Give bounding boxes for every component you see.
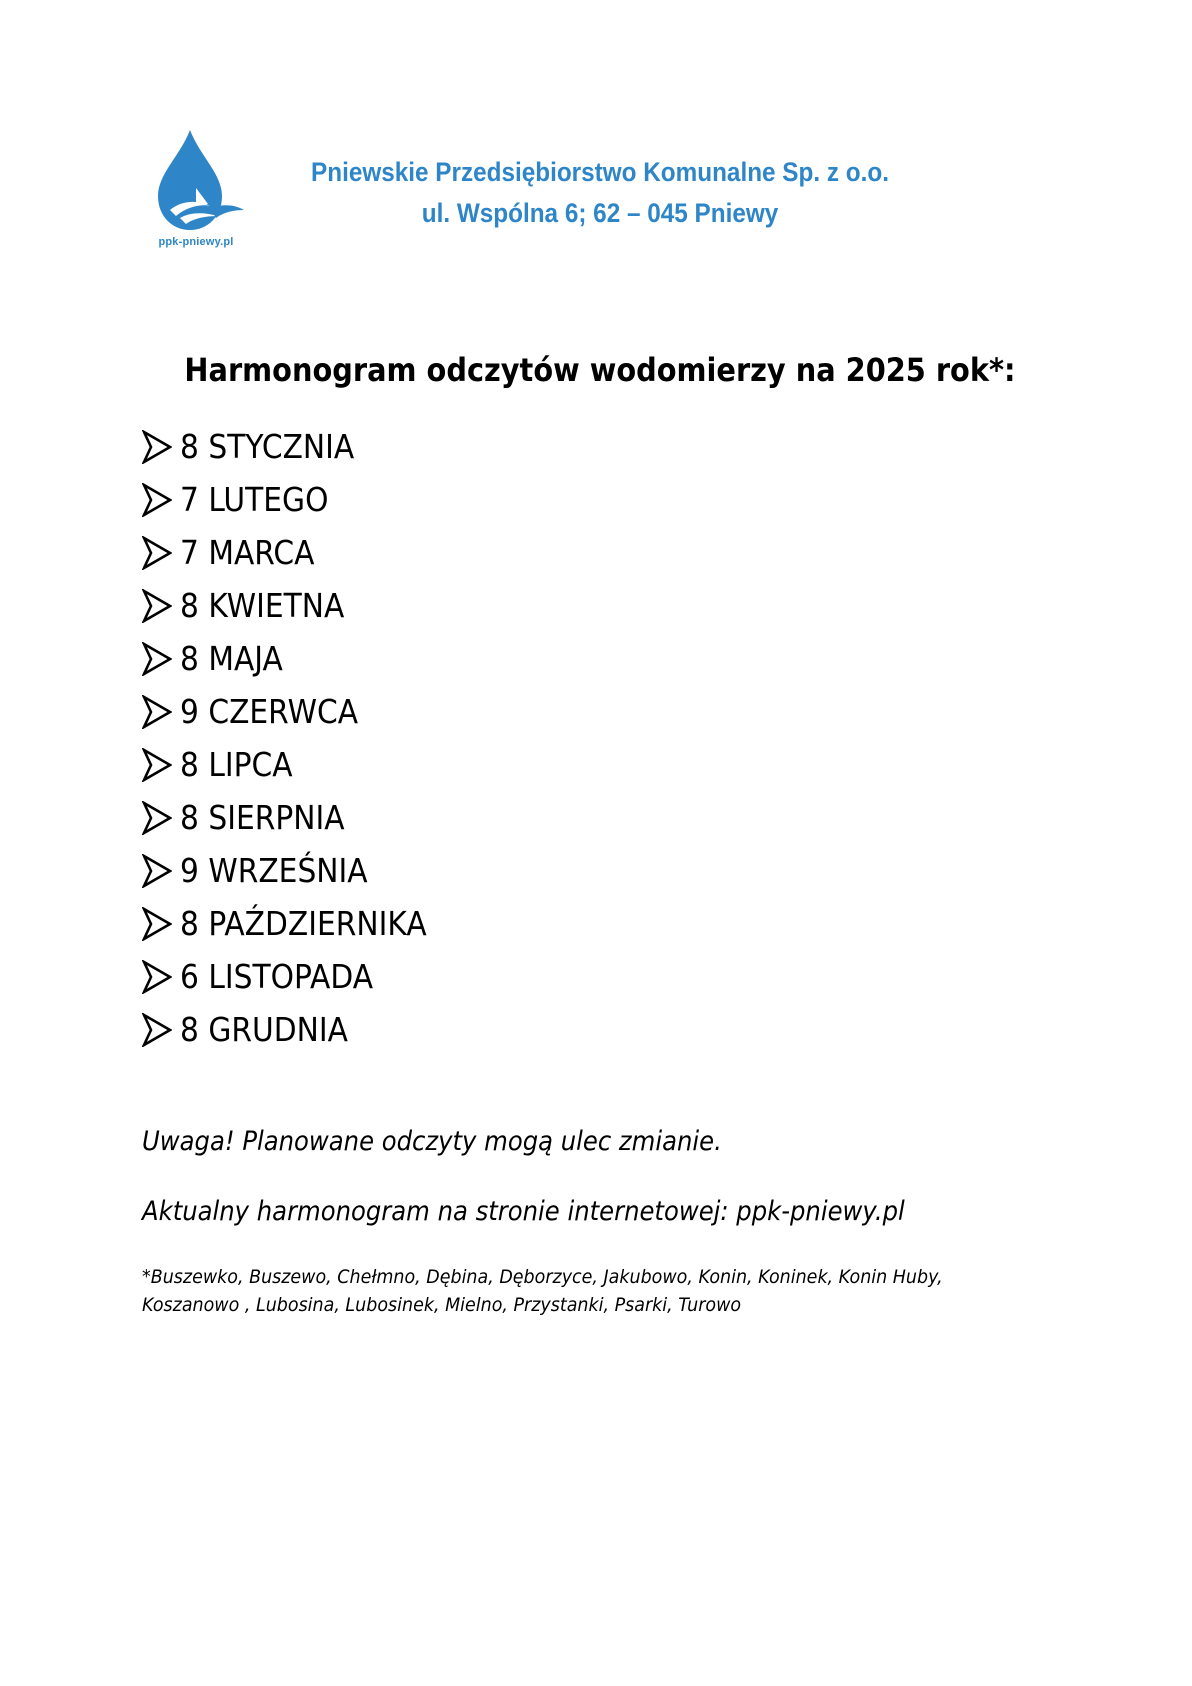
schedule-item [142, 1003, 454, 1056]
document-title: Harmonogram odczytów wodomierzy na 2025 rok*: [184, 351, 1016, 389]
reading-schedule-list [142, 420, 454, 1056]
schedule-item-text: 8 STYCZNIA [180, 427, 355, 466]
schedule-item [142, 738, 454, 791]
arrow-bullet-icon [142, 430, 180, 464]
company-logo [140, 126, 260, 254]
schedule-item [142, 473, 454, 526]
schedule-item [142, 844, 454, 897]
schedule-item [142, 579, 454, 632]
schedule-item-text: 8 LIPCA [180, 745, 293, 784]
arrow-bullet-icon [142, 960, 180, 994]
schedule-item [142, 632, 454, 685]
schedule-item-text: 9 CZERWCA [180, 692, 359, 731]
arrow-bullet-icon [142, 854, 180, 888]
schedule-item-text: 7 MARCA [180, 533, 315, 572]
schedule-item-text: 8 SIERPNIA [180, 798, 345, 837]
schedule-item [142, 685, 454, 738]
arrow-bullet-icon [142, 589, 180, 623]
schedule-item-text: 7 LUTEGO [180, 480, 329, 519]
schedule-item [142, 897, 454, 950]
schedule-item-text: 9 WRZEŚNIA [180, 851, 368, 890]
website-info-note: Aktualny harmonogram na stronie internetowej: ppk-pniewy.pl [142, 1196, 905, 1227]
localities-footnote: *Buszewko, Buszewo, Chełmno, Dębina, Dęborzyce, Jakubowo, Konin, Koninek, Konin Huby, Koszanowo , Lubosina, Lubosinek, Mielno, Przystanki, Psarki, Turowo [142, 1266, 943, 1316]
schedule-item [142, 526, 454, 579]
arrow-bullet-icon [142, 536, 180, 570]
schedule-item-text: 8 PAŹDZIERNIKA [180, 904, 427, 943]
arrow-bullet-icon [142, 642, 180, 676]
schedule-item [142, 950, 454, 1003]
schedule-item-text: 8 MAJA [180, 639, 283, 678]
schedule-item-text: 8 GRUDNIA [180, 1010, 348, 1049]
arrow-bullet-icon [142, 695, 180, 729]
schedule-item-text: 6 LISTOPADA [180, 957, 374, 996]
arrow-bullet-icon [142, 748, 180, 782]
arrow-bullet-icon [142, 801, 180, 835]
schedule-item-text: 8 KWIETNA [180, 586, 345, 625]
company-name: Pniewskie Przedsiębiorstwo Komunalne Sp. z o.o. [311, 157, 889, 187]
schedule-item [142, 791, 454, 844]
logo-text: ppk-pniewy.pl [158, 236, 234, 248]
schedule-item [142, 420, 454, 473]
company-address: ul. Wspólna 6; 62 – 045 Pniewy [421, 198, 779, 228]
arrow-bullet-icon [142, 907, 180, 941]
arrow-bullet-icon [142, 483, 180, 517]
arrow-bullet-icon [142, 1013, 180, 1047]
change-warning-note: Uwaga! Planowane odczyty mogą ulec zmianie. [142, 1126, 722, 1157]
